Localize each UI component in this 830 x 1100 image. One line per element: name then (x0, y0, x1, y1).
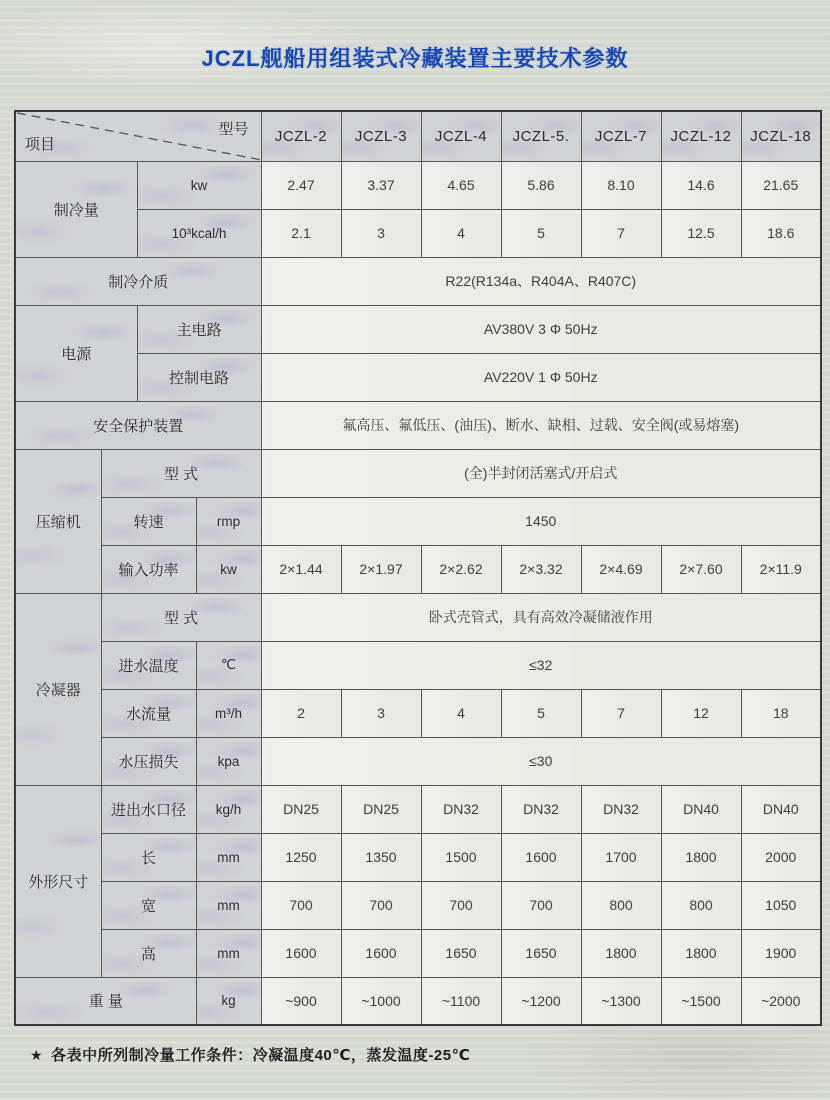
header-row (15, 111, 821, 161)
value-cell: 18.6 (741, 209, 821, 257)
value-cell: 18 (741, 689, 821, 737)
value-safety: 氟高压、氟低压、(油压)、断水、缺相、过载、安全阀(或易熔塞) (261, 401, 821, 449)
value-cell: 1600 (501, 833, 581, 881)
row-condenser-inlet-temp (15, 641, 821, 689)
row-label-safety: 安全保护装置 (15, 401, 261, 449)
value-cell: 700 (261, 881, 341, 929)
value-control-circuit: AV220V 1 Φ 50Hz (261, 353, 821, 401)
value-cell: 700 (341, 881, 421, 929)
value-cell: 14.6 (661, 161, 741, 209)
value-speed: 1450 (261, 497, 821, 545)
value-cell: 1800 (581, 929, 661, 977)
row-label-refrigerant: 制冷介质 (15, 257, 261, 305)
row-label-length: 长 (101, 833, 196, 881)
row-height (15, 929, 821, 977)
model-header: JCZL-4 (421, 111, 501, 161)
row-label-condenser-type: 型 式 (101, 593, 261, 641)
value-cell: 700 (421, 881, 501, 929)
corner-item-label: 项目 (25, 135, 56, 153)
group-label-power: 电源 (15, 305, 137, 401)
footnote (30, 1044, 470, 1065)
value-cell: ~1500 (661, 977, 741, 1025)
value-condenser-type: 卧式壳管式，具有高效冷凝储液作用 (261, 593, 821, 641)
value-main-circuit: AV380V 3 Φ 50Hz (261, 305, 821, 353)
row-label-weight: 重 量 (15, 977, 196, 1025)
row-condenser-pressure-loss (15, 737, 821, 785)
row-pipe-diameter (15, 785, 821, 833)
row-label-kcal: 10³kcal/h (137, 209, 261, 257)
value-cell: 21.65 (741, 161, 821, 209)
value-cell: 2×4.69 (581, 545, 661, 593)
value-inlet-temp: ≤32 (261, 641, 821, 689)
unit-label-celsius: ℃ (196, 641, 261, 689)
unit-label-rmp: rmp (196, 497, 261, 545)
value-cell: 1700 (581, 833, 661, 881)
row-safety (15, 401, 821, 449)
value-cell: 1650 (501, 929, 581, 977)
row-width (15, 881, 821, 929)
unit-label-m3h: m³/h (196, 689, 261, 737)
value-compressor-type: (全)半封闭活塞式/开启式 (261, 449, 821, 497)
unit-label-mm: mm (196, 881, 261, 929)
value-cell: DN32 (421, 785, 501, 833)
row-compressor-type (15, 449, 821, 497)
group-label-compressor: 压缩机 (15, 449, 101, 593)
star-icon: ★ (30, 1047, 44, 1063)
row-label-pressure-loss: 水压损失 (101, 737, 196, 785)
value-cell: 800 (581, 881, 661, 929)
value-cell: DN25 (261, 785, 341, 833)
group-label-dimensions: 外形尺寸 (15, 785, 101, 977)
value-cell: 1800 (661, 833, 741, 881)
group-label-condenser: 冷凝器 (15, 593, 101, 785)
row-label-control-circuit: 控制电路 (137, 353, 261, 401)
row-condenser-water-flow (15, 689, 821, 737)
value-cell: 7 (581, 209, 661, 257)
value-cell: 2.47 (261, 161, 341, 209)
row-condenser-type (15, 593, 821, 641)
value-cell: 2×11.9 (741, 545, 821, 593)
value-cell: 1500 (421, 833, 501, 881)
value-cell: 3.37 (341, 161, 421, 209)
value-cell: ~1200 (501, 977, 581, 1025)
value-cell: DN40 (661, 785, 741, 833)
value-cell: DN40 (741, 785, 821, 833)
unit-label-kg: kg (196, 977, 261, 1025)
value-cell: 2000 (741, 833, 821, 881)
model-header: JCZL-7 (581, 111, 661, 161)
value-cell: 5 (501, 689, 581, 737)
value-cell: 12 (661, 689, 741, 737)
row-compressor-input-power (15, 545, 821, 593)
value-cell: 1900 (741, 929, 821, 977)
value-cell: 1350 (341, 833, 421, 881)
unit-label-mm: mm (196, 833, 261, 881)
row-refrigerant (15, 257, 821, 305)
row-power-main (15, 305, 821, 353)
model-header: JCZL-2 (261, 111, 341, 161)
unit-label-mm: mm (196, 929, 261, 977)
row-label-water-flow: 水流量 (101, 689, 196, 737)
value-cell: 4.65 (421, 161, 501, 209)
value-cell: 700 (501, 881, 581, 929)
model-header: JCZL-12 (661, 111, 741, 161)
row-label-width: 宽 (101, 881, 196, 929)
row-label-kw: kw (137, 161, 261, 209)
value-cell: ~900 (261, 977, 341, 1025)
value-cell: 2 (261, 689, 341, 737)
value-cell: 4 (421, 689, 501, 737)
corner-cell (15, 111, 261, 161)
value-cell: 2.1 (261, 209, 341, 257)
value-cell: 2×2.62 (421, 545, 501, 593)
value-cell: 5 (501, 209, 581, 257)
footnote-text: 各表中所列制冷量工作条件：冷凝温度40℃，蒸发温度-25℃ (51, 1047, 471, 1064)
value-cell: 1800 (661, 929, 741, 977)
value-cell: ~2000 (741, 977, 821, 1025)
value-refrigerant: R22(R134a、R404A、R407C) (261, 257, 821, 305)
row-label-main-circuit: 主电路 (137, 305, 261, 353)
row-label-inlet-temp: 进水温度 (101, 641, 196, 689)
value-cell: ~1000 (341, 977, 421, 1025)
row-label-input-power: 输入功率 (101, 545, 196, 593)
value-cell: 4 (421, 209, 501, 257)
row-label-pipe-diameter: 进出水口径 (101, 785, 196, 833)
row-label-compressor-type: 型 式 (101, 449, 261, 497)
value-cell: ~1300 (581, 977, 661, 1025)
unit-label-kgh: kg/h (196, 785, 261, 833)
corner-model-label: 型号 (218, 121, 249, 138)
row-cooling-kw (15, 161, 821, 209)
value-cell: 2×1.44 (261, 545, 341, 593)
row-label-speed: 转速 (101, 497, 196, 545)
value-cell: 2×3.32 (501, 545, 581, 593)
value-cell: ~1100 (421, 977, 501, 1025)
value-cell: 1600 (261, 929, 341, 977)
value-cell: 3 (341, 209, 421, 257)
value-cell: DN32 (581, 785, 661, 833)
row-label-height: 高 (101, 929, 196, 977)
row-length (15, 833, 821, 881)
value-cell: 1250 (261, 833, 341, 881)
unit-label-kw: kw (196, 545, 261, 593)
value-cell: 7 (581, 689, 661, 737)
value-cell: 800 (661, 881, 741, 929)
unit-label-kpa: kpa (196, 737, 261, 785)
row-compressor-speed (15, 497, 821, 545)
model-header: JCZL-5. (501, 111, 581, 161)
value-cell: 8.10 (581, 161, 661, 209)
value-cell: 1050 (741, 881, 821, 929)
value-cell: 12.5 (661, 209, 741, 257)
value-cell: 3 (341, 689, 421, 737)
page-title: JCZL舰船用组装式冷藏装置主要技术参数 (201, 46, 629, 71)
value-pressure-loss: ≤30 (261, 737, 821, 785)
model-header: JCZL-18 (741, 111, 821, 161)
value-cell: DN32 (501, 785, 581, 833)
value-cell: DN25 (341, 785, 421, 833)
group-label-cooling: 制冷量 (15, 161, 137, 257)
value-cell: 1600 (341, 929, 421, 977)
value-cell: 5.86 (501, 161, 581, 209)
value-cell: 2×7.60 (661, 545, 741, 593)
value-cell: 2×1.97 (341, 545, 421, 593)
spec-table (14, 110, 822, 1026)
model-header: JCZL-3 (341, 111, 421, 161)
row-weight (15, 977, 821, 1025)
value-cell: 1650 (421, 929, 501, 977)
